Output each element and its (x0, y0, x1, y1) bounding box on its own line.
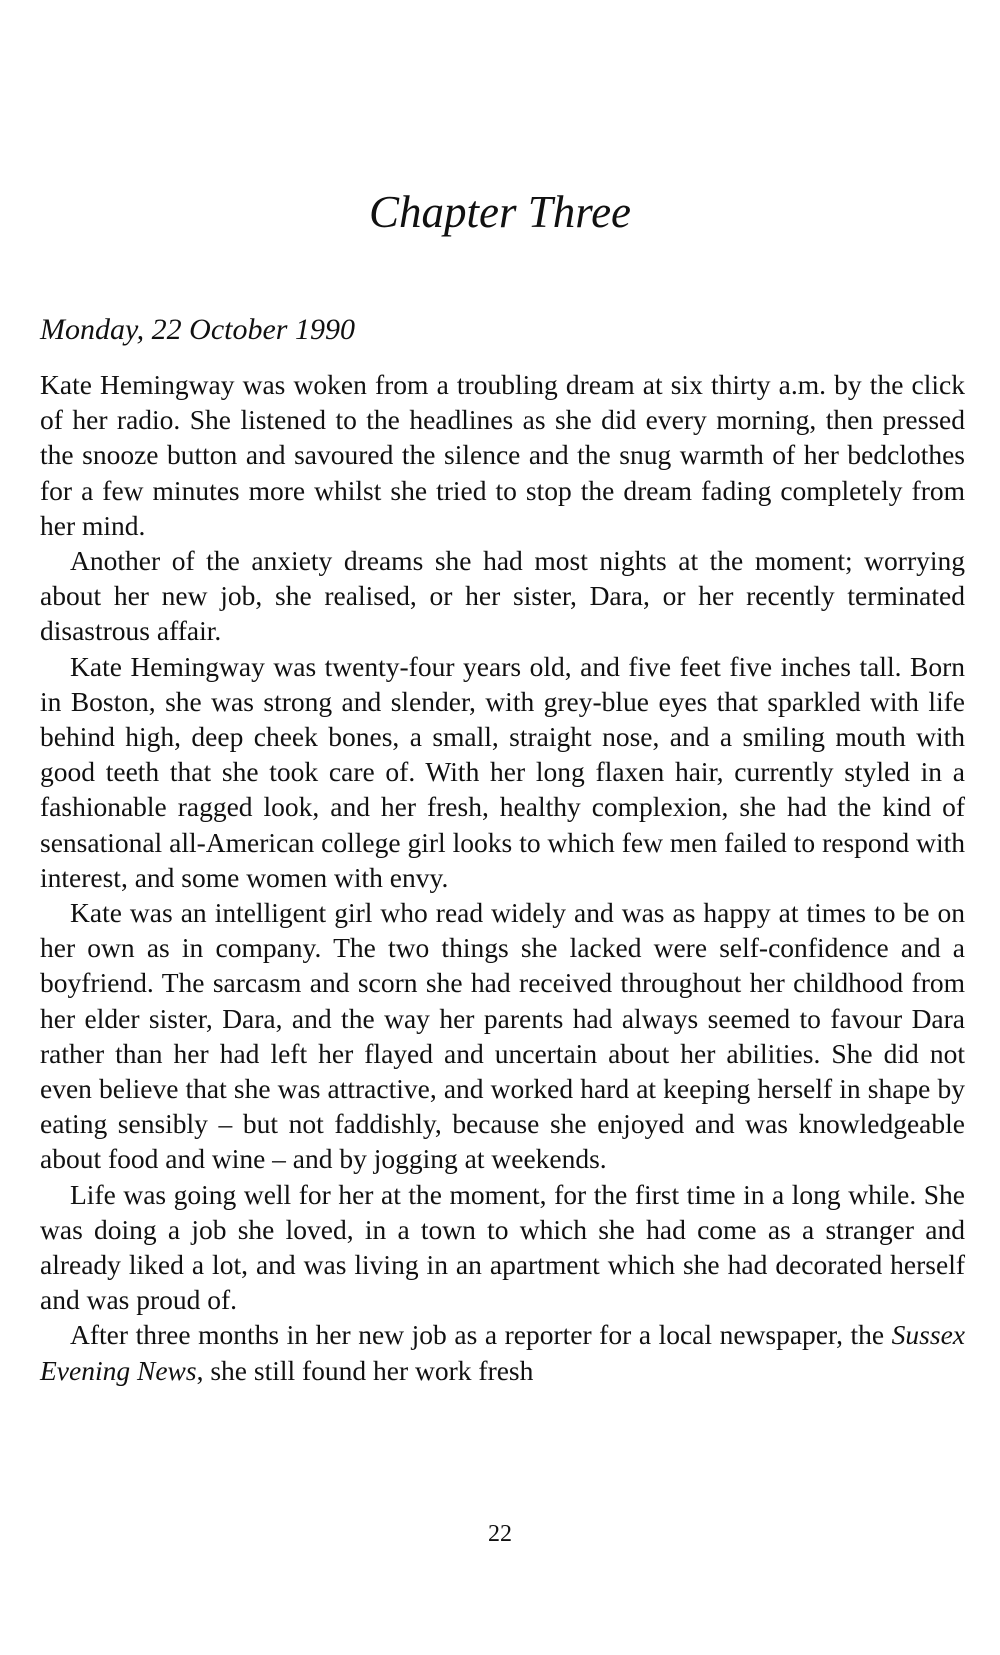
chapter-title: Chapter Three (368, 187, 632, 237)
paragraph-text-before: After three months in her new job as a reporter for a local newspaper, the (70, 1319, 892, 1351)
body-text (40, 367, 965, 1388)
paragraph: Life was going well for her at the moment, for the first time in a long while. She was doing a job she loved, in a town to which she had come as a stranger and already liked a lot, and was living in an apartment which she had decorated herself and was proud of. (40, 1178, 965, 1316)
paragraph: Kate Hemingway was woken from a troubling dream at six thirty a.m. by the click of her radio. She listened to the headlines as she did every morning, then pressed the snooze button and savoured the silence and the snug warmth of her bedclothes for a few minutes more whilst she tried to stop the dream fading completely from her mind. (40, 369, 965, 541)
chapter-date: Monday, 22 October 1990 (40, 313, 355, 346)
paragraph: Another of the anxiety dreams she had most nights at the moment; worrying about her new job, she realised, or her sister, Dara, or her recently terminated disastrous affair. (40, 545, 965, 647)
paragraph-last (40, 1317, 965, 1387)
paragraph: Kate was an intelligent girl who read widely and was as happy at times to be on her own as in company. The two things she lacked were self-confidence and a boyfriend. The sarcasm and scorn she had received throughout her childhood from her elder sister, Dara, and the way her parents had always seemed to favour Dara rather than her had left her flayed and uncertain about her abilities. She did not even believe that she was attractive, and worked hard at keeping herself in shape by eating sensibly – but not faddishly, because she enjoyed and was knowledgeable about food and wine – and by jogging at weekends. (40, 897, 965, 1175)
paragraph: Kate Hemingway was twenty-four years old, and five feet five inches tall. Born in Boston, she was strong and slender, with grey-blue eyes that sparkled with life behind high, deep cheek bones, a small, straight nose, and a smiling mouth with good teeth that she took care of. With her long flaxen hair, currently styled in a fashionable ragged look, and her fresh, healthy complexion, she had the kind of sensational all-American college girl looks to which few men failed to respond with interest, and some women with envy. (40, 650, 965, 893)
newspaper-title: Sussex Evening News (40, 1319, 965, 1386)
page-number: 22 (488, 1521, 512, 1547)
paragraph-text-after: , she still found her work fresh (196, 1354, 534, 1386)
